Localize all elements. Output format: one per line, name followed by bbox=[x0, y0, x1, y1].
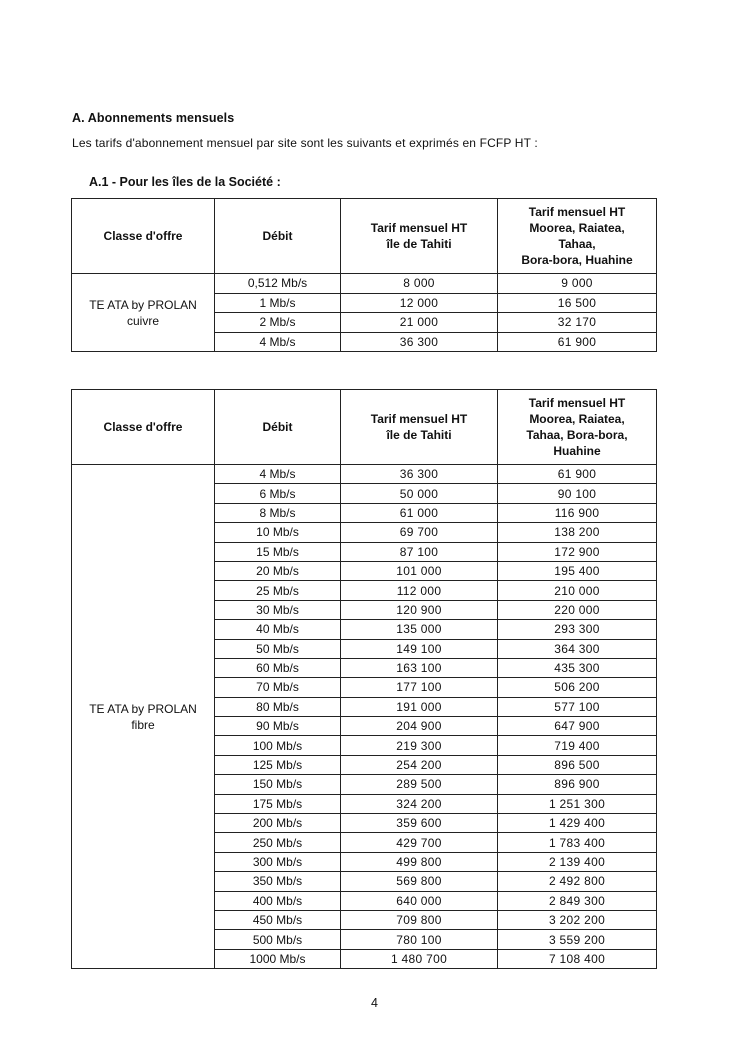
table-header-row bbox=[72, 390, 657, 465]
debit-cell: 350 Mb/s bbox=[215, 872, 341, 891]
tarif-iles-cell: 138 200 bbox=[498, 523, 657, 542]
tarif-iles-cell: 32 170 bbox=[498, 313, 657, 333]
header-classe: Classe d'offre bbox=[72, 390, 215, 465]
tarif-iles-cell: 1 251 300 bbox=[498, 794, 657, 813]
tarif-iles-cell: 1 429 400 bbox=[498, 814, 657, 833]
tarif-tahiti-cell: 36 300 bbox=[341, 332, 498, 352]
section-title: A. Abonnements mensuels bbox=[72, 111, 235, 125]
tarif-tahiti-cell: 324 200 bbox=[341, 794, 498, 813]
debit-cell: 250 Mb/s bbox=[215, 833, 341, 852]
header-line: Tarif mensuel HT bbox=[528, 205, 626, 219]
header-tarif-tahiti bbox=[341, 390, 498, 465]
header-tarif-tahiti bbox=[341, 199, 498, 274]
tarif-iles-cell: 7 108 400 bbox=[498, 949, 657, 968]
header-line: île de Tahiti bbox=[386, 428, 452, 442]
tarif-iles-cell: 647 900 bbox=[498, 717, 657, 736]
tarif-tahiti-cell: 8 000 bbox=[341, 274, 498, 294]
debit-cell: 25 Mb/s bbox=[215, 581, 341, 600]
tarif-iles-cell: 210 000 bbox=[498, 581, 657, 600]
debit-cell: 80 Mb/s bbox=[215, 697, 341, 716]
offer-class-line: fibre bbox=[131, 717, 155, 732]
tarif-iles-cell: 2 139 400 bbox=[498, 852, 657, 871]
header-line: Tarif mensuel HT bbox=[528, 396, 626, 410]
debit-cell: 150 Mb/s bbox=[215, 775, 341, 794]
tarif-iles-cell: 195 400 bbox=[498, 561, 657, 580]
debit-cell: 2 Mb/s bbox=[215, 313, 341, 333]
debit-cell: 30 Mb/s bbox=[215, 600, 341, 619]
header-debit: Débit bbox=[215, 390, 341, 465]
debit-cell: 60 Mb/s bbox=[215, 658, 341, 677]
debit-cell: 4 Mb/s bbox=[215, 332, 341, 352]
header-line: Tarif mensuel HT bbox=[370, 412, 468, 426]
header-line: île de Tahiti bbox=[386, 237, 452, 251]
tarif-tahiti-cell: 163 100 bbox=[341, 658, 498, 677]
tarif-tahiti-cell: 429 700 bbox=[341, 833, 498, 852]
tarif-tahiti-cell: 50 000 bbox=[341, 484, 498, 503]
debit-cell: 125 Mb/s bbox=[215, 755, 341, 774]
tarif-iles-cell: 16 500 bbox=[498, 293, 657, 313]
tarif-tahiti-cell: 135 000 bbox=[341, 620, 498, 639]
debit-cell: 400 Mb/s bbox=[215, 891, 341, 910]
tarif-tahiti-cell: 61 000 bbox=[341, 503, 498, 522]
tarif-tahiti-cell: 204 900 bbox=[341, 717, 498, 736]
debit-cell: 175 Mb/s bbox=[215, 794, 341, 813]
tarif-iles-cell: 1 783 400 bbox=[498, 833, 657, 852]
tarif-tahiti-cell: 87 100 bbox=[341, 542, 498, 561]
tarif-iles-cell: 220 000 bbox=[498, 600, 657, 619]
tarif-iles-cell: 896 900 bbox=[498, 775, 657, 794]
debit-cell: 200 Mb/s bbox=[215, 814, 341, 833]
tarif-tahiti-cell: 12 000 bbox=[341, 293, 498, 313]
header-line: Bora-bora, Huahine bbox=[521, 253, 633, 267]
offer-class-line: TE ATA by PROLAN bbox=[89, 297, 197, 312]
tarif-iles-cell: 3 202 200 bbox=[498, 910, 657, 929]
tarif-tahiti-cell: 191 000 bbox=[341, 697, 498, 716]
tarif-tahiti-cell: 101 000 bbox=[341, 561, 498, 580]
tarif-iles-cell: 506 200 bbox=[498, 678, 657, 697]
tarif-tahiti-cell: 254 200 bbox=[341, 755, 498, 774]
tarif-iles-cell: 364 300 bbox=[498, 639, 657, 658]
tarif-tahiti-cell: 289 500 bbox=[341, 775, 498, 794]
debit-cell: 6 Mb/s bbox=[215, 484, 341, 503]
header-line: Moorea, Raiatea, bbox=[529, 412, 625, 426]
debit-cell: 8 Mb/s bbox=[215, 503, 341, 522]
header-tarif-iles bbox=[498, 390, 657, 465]
debit-cell: 90 Mb/s bbox=[215, 717, 341, 736]
tariff-table-copper bbox=[71, 198, 657, 352]
table-row bbox=[72, 274, 657, 294]
tarif-iles-cell: 293 300 bbox=[498, 620, 657, 639]
debit-cell: 1000 Mb/s bbox=[215, 949, 341, 968]
tariff-table-fiber bbox=[71, 389, 657, 969]
tarif-iles-cell: 172 900 bbox=[498, 542, 657, 561]
tarif-iles-cell: 3 559 200 bbox=[498, 930, 657, 949]
tarif-tahiti-cell: 219 300 bbox=[341, 736, 498, 755]
debit-cell: 4 Mb/s bbox=[215, 465, 341, 484]
tarif-tahiti-cell: 149 100 bbox=[341, 639, 498, 658]
debit-cell: 20 Mb/s bbox=[215, 561, 341, 580]
tarif-tahiti-cell: 569 800 bbox=[341, 872, 498, 891]
tarif-iles-cell: 896 500 bbox=[498, 755, 657, 774]
header-tarif-iles bbox=[498, 199, 657, 274]
debit-cell: 0,512 Mb/s bbox=[215, 274, 341, 294]
debit-cell: 1 Mb/s bbox=[215, 293, 341, 313]
header-line: Tarif mensuel HT bbox=[370, 221, 468, 235]
table-header-row bbox=[72, 199, 657, 274]
header-line: Tahaa, Bora-bora, bbox=[526, 428, 628, 442]
tarif-iles-cell: 9 000 bbox=[498, 274, 657, 294]
tarif-tahiti-cell: 21 000 bbox=[341, 313, 498, 333]
debit-cell: 70 Mb/s bbox=[215, 678, 341, 697]
tarif-tahiti-cell: 69 700 bbox=[341, 523, 498, 542]
tarif-tahiti-cell: 36 300 bbox=[341, 465, 498, 484]
tarif-tahiti-cell: 359 600 bbox=[341, 814, 498, 833]
tarif-iles-cell: 719 400 bbox=[498, 736, 657, 755]
debit-cell: 15 Mb/s bbox=[215, 542, 341, 561]
offer-class-line: cuivre bbox=[126, 313, 159, 328]
tarif-iles-cell: 2 849 300 bbox=[498, 891, 657, 910]
debit-cell: 100 Mb/s bbox=[215, 736, 341, 755]
debit-cell: 50 Mb/s bbox=[215, 639, 341, 658]
tarif-iles-cell: 435 300 bbox=[498, 658, 657, 677]
tarif-iles-cell: 90 100 bbox=[498, 484, 657, 503]
header-line: Tahaa, bbox=[558, 237, 596, 251]
header-line: Moorea, Raiatea, bbox=[529, 221, 625, 235]
debit-cell: 40 Mb/s bbox=[215, 620, 341, 639]
header-line: Huahine bbox=[553, 444, 601, 458]
tarif-tahiti-cell: 112 000 bbox=[341, 581, 498, 600]
tarif-tahiti-cell: 1 480 700 bbox=[341, 949, 498, 968]
debit-cell: 500 Mb/s bbox=[215, 930, 341, 949]
offer-class-line: TE ATA by PROLAN bbox=[89, 701, 197, 716]
table-row bbox=[72, 465, 657, 484]
tarif-iles-cell: 577 100 bbox=[498, 697, 657, 716]
subsection-title: A.1 - Pour les îles de la Société : bbox=[89, 175, 281, 189]
debit-cell: 300 Mb/s bbox=[215, 852, 341, 871]
tarif-tahiti-cell: 120 900 bbox=[341, 600, 498, 619]
tarif-tahiti-cell: 780 100 bbox=[341, 930, 498, 949]
tarif-iles-cell: 61 900 bbox=[498, 332, 657, 352]
debit-cell: 450 Mb/s bbox=[215, 910, 341, 929]
tarif-tahiti-cell: 499 800 bbox=[341, 852, 498, 871]
header-debit: Débit bbox=[215, 199, 341, 274]
page-number: 4 bbox=[371, 996, 378, 1010]
tarif-iles-cell: 2 492 800 bbox=[498, 872, 657, 891]
tarif-tahiti-cell: 640 000 bbox=[341, 891, 498, 910]
tarif-iles-cell: 116 900 bbox=[498, 503, 657, 522]
debit-cell: 10 Mb/s bbox=[215, 523, 341, 542]
tarif-tahiti-cell: 177 100 bbox=[341, 678, 498, 697]
tarif-iles-cell: 61 900 bbox=[498, 465, 657, 484]
offer-class-cell bbox=[72, 274, 215, 352]
header-classe: Classe d'offre bbox=[72, 199, 215, 274]
offer-class-cell bbox=[72, 465, 215, 969]
fiber-table-body bbox=[72, 465, 657, 969]
intro-paragraph: Les tarifs d'abonnement mensuel par site sont les suivants et exprimés en FCFP HT : bbox=[72, 136, 538, 150]
tarif-tahiti-cell: 709 800 bbox=[341, 910, 498, 929]
